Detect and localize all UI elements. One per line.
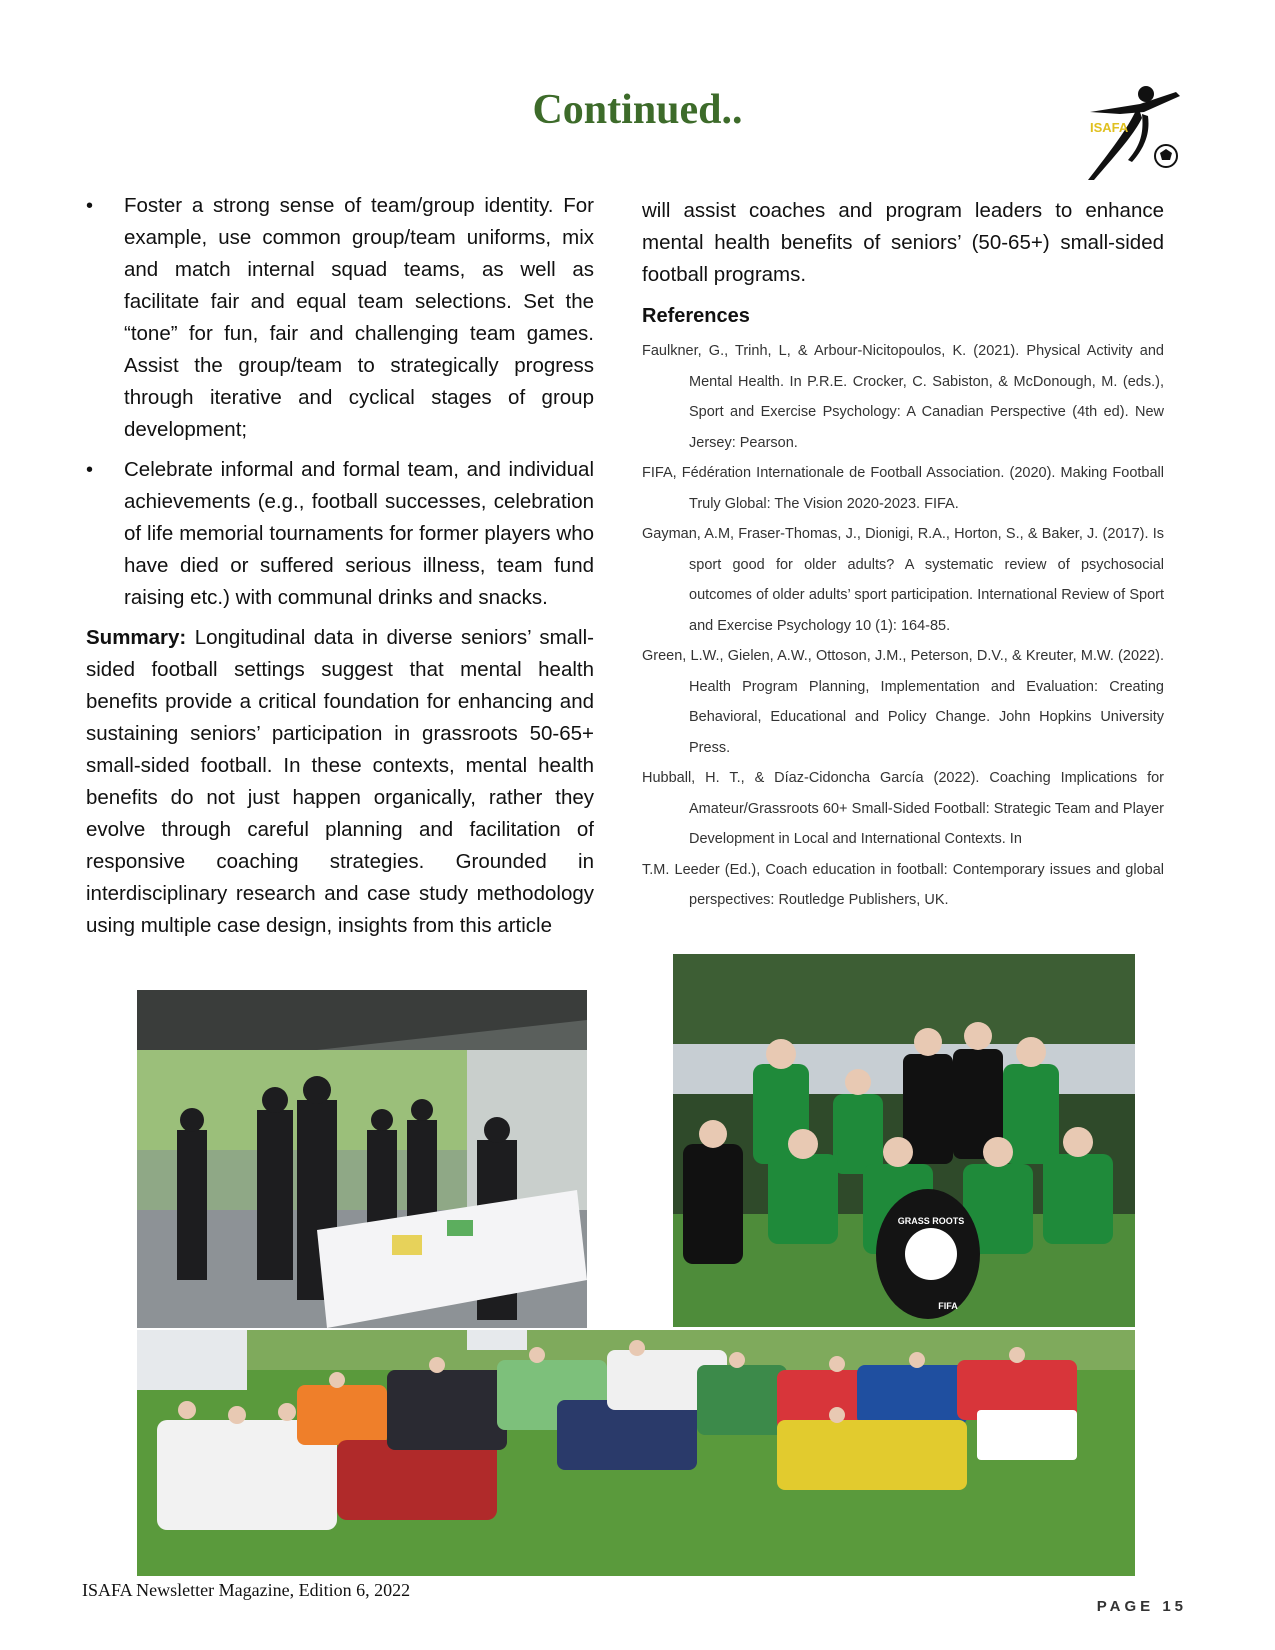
summary-text: Longitudinal data in diverse seniors’ small-sided football settings suggest that mental health benefits provide a critical foundation for enhancing and sustaining seniors’ participation in grassroots 50-65+ small-sided football. In these contexts, mental health benefits do not just happen organically, rather they evolve through careful planning and facilitation of responsive coaching strategies. Grounded in interdisciplinary research and case study methodology using multiple case design, insights from this article: [86, 626, 594, 937]
summary-label: Summary:: [86, 626, 187, 649]
bullet-item: • Celebrate informal and formal team, and individual achievements (e.g., football successes, celebration of life memorial tournaments for former players who have died or suffered serious illness, team fund raising etc.) with communal drinks and snacks.: [86, 454, 594, 614]
reference-item: Gayman, A.M, Fraser-Thomas, J., Dionigi, R.A., Horton, S., & Baker, J. (2017). Is sport good for older adults? A systematic review of psychosocial outcomes of older adults’ sport participation. International Review of Sport and Exercise Psychology 10 (1): 164-85.: [642, 526, 1164, 634]
bullet-list: [86, 190, 594, 614]
left-column: [86, 190, 594, 942]
reference-item: Faulkner, G., Trinh, L, & Arbour-Nicitopoulos, K. (2021). Physical Activity and Mental Health. In P.R.E. Crocker, C. Sabiston, & McDonough, M. (eds.), Sport and Exercise Psychology: A Canadian Perspective (4th ed). New Jersey: Pearson.: [642, 343, 1164, 451]
right-column: [642, 195, 1164, 916]
continuation-paragraph: will assist coaches and program leaders to enhance mental health benefits of seniors’ (50-65+) small-sided football programs.: [642, 199, 1164, 286]
page-title: Continued..: [532, 87, 743, 133]
logo-text: ISAFA: [1090, 120, 1129, 135]
registration-photo: [137, 990, 587, 1328]
ball-text: GRASS ROOTS: [897, 1216, 965, 1226]
bullet-item: • Foster a strong sense of team/group identity. For example, use common group/team uniforms, mix and match internal squad teams, as well as facilitate fair and equal team selections. Set the “tone” for fun, fair and challenging team games. Assist the group/team to strategically progress through iterative and cyclical stages of group development;: [86, 190, 594, 446]
summary-paragraph: [86, 622, 594, 942]
reference-item: Hubball, H. T., & Díaz-Cidoncha García (2022). Coaching Implications for Amateur/Grassroots 60+ Small-Sided Football: Strategic Team and Player Development in Local and International Contexts. In: [642, 770, 1164, 847]
reference-item: FIFA, Fédération Internationale de Football Association. (2020). Making Football Truly Global: The Vision 2020-2023. FIFA.: [642, 465, 1164, 512]
footer-publication: ISAFA Newsletter Magazine, Edition 6, 2022: [82, 1580, 411, 1600]
reference-item: Green, L.W., Gielen, A.W., Ottoson, J.M., Peterson, D.V., & Kreuter, M.W. (2022). Health Program Planning, Implementation and Evaluation: Creating Behavioral, Educational and Policy Change. John Hopkins University Press.: [642, 648, 1164, 756]
group-photo: [137, 1330, 1135, 1576]
references-heading: References: [642, 305, 750, 327]
reference-item: T.M. Leeder (Ed.), Coach education in football: Contemporary issues and global perspectives: Routledge Publishers, UK.: [642, 861, 1164, 908]
team-photo: [673, 954, 1135, 1327]
page-number: PAGE 15: [1096, 1598, 1187, 1615]
isafa-logo: [1080, 84, 1184, 184]
fifa-text: FIFA: [938, 1301, 958, 1311]
